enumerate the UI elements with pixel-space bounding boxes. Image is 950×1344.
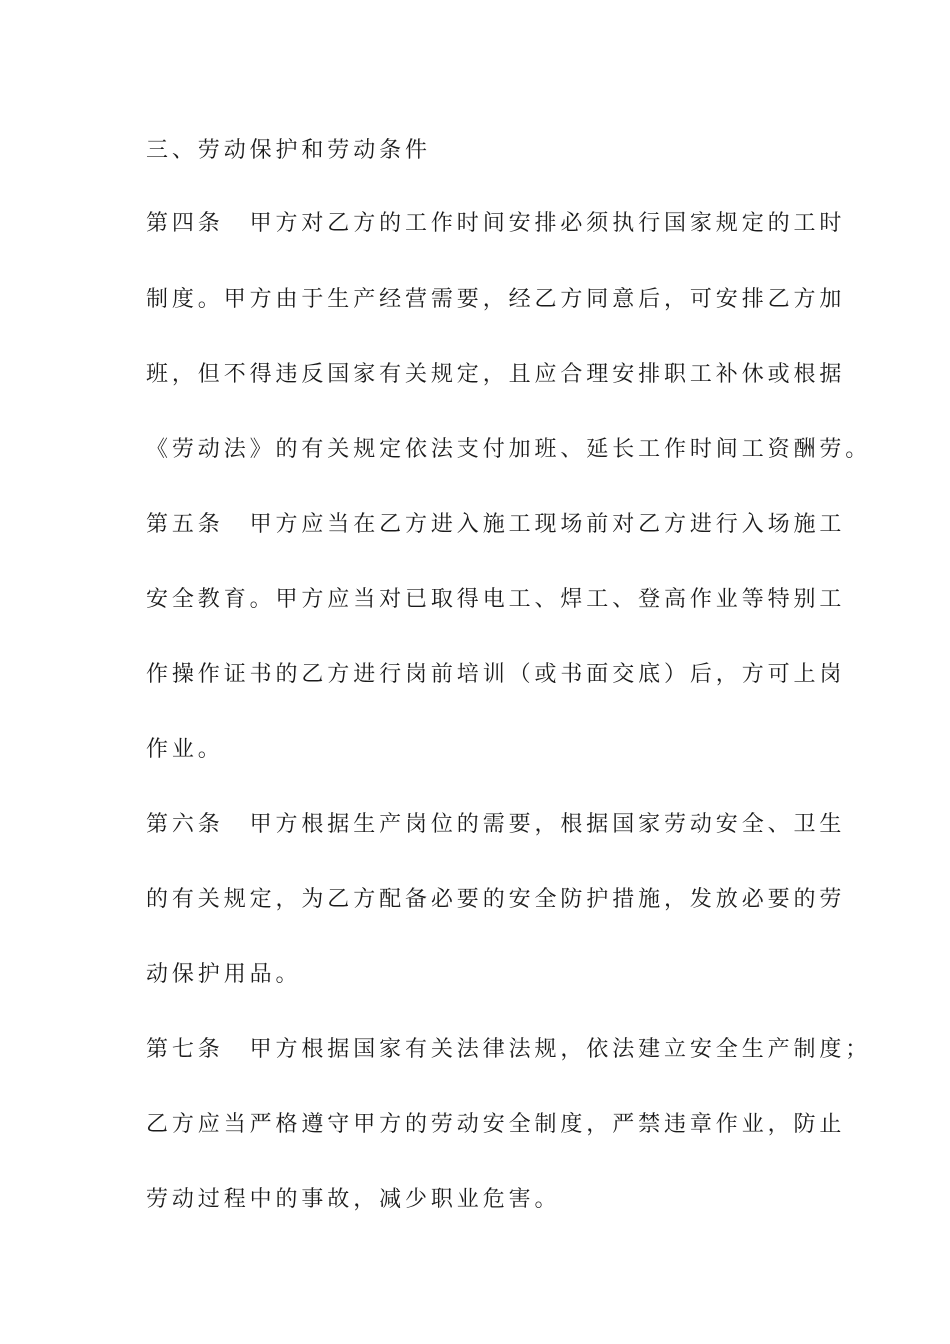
text-line: 第七条 甲方根据国家有关法律法规，依法建立安全生产制度；: [146, 1037, 872, 1062]
text-line: 的有关规定，为乙方配备必要的安全防护措施，发放必要的劳: [146, 887, 846, 912]
text-line: 第五条 甲方应当在乙方进入施工现场前对乙方进行入场施工: [146, 512, 846, 537]
text-line: 作操作证书的乙方进行岗前培训（或书面交底）后，方可上岗: [146, 662, 846, 687]
text-line: 动保护用品。: [146, 962, 302, 987]
text-line: 班，但不得违反国家有关规定，且应合理安排职工补休或根据: [146, 362, 846, 387]
text-line: 制度。甲方由于生产经营需要，经乙方同意后，可安排乙方加: [146, 287, 846, 312]
text-line: 第四条 甲方对乙方的工作时间安排必须执行国家规定的工时: [146, 211, 846, 236]
text-line: 第六条 甲方根据生产岗位的需要，根据国家劳动安全、卫生: [146, 812, 846, 837]
text-line: 作业。: [146, 737, 224, 762]
text-line: 劳动过程中的事故，减少职业危害。: [146, 1187, 561, 1212]
text-line: 安全教育。甲方应当对已取得电工、焊工、登高作业等特别工: [146, 587, 846, 612]
text-line: 乙方应当严格遵守甲方的劳动安全制度，严禁违章作业，防止: [146, 1112, 846, 1137]
text-line: 《劳动法》的有关规定依法支付加班、延长工作时间工资酬劳。: [146, 437, 872, 462]
section-heading: 三、劳动保护和劳动条件: [146, 138, 431, 163]
